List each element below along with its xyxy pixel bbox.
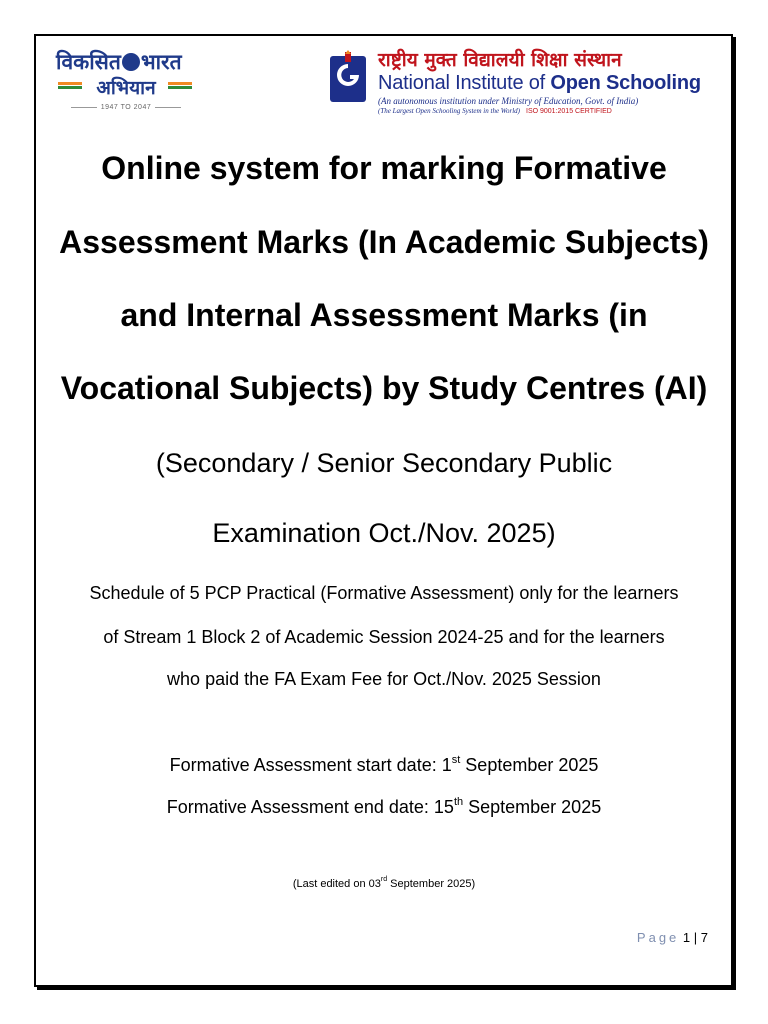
page-word: Page	[636, 930, 680, 945]
title-line-3: and Internal Assessment Marks (in	[120, 297, 648, 333]
last-edited-note: (Last edited on 03rd September 2025)	[292, 876, 476, 890]
viksit-bharat-logo	[56, 48, 196, 120]
fa-start-date: Formative Assessment start date: 1st September 2025	[169, 754, 599, 775]
page-number: Page 1 | 7	[636, 930, 708, 945]
subtitle-line-1: (Secondary / Senior Secondary Public	[155, 448, 613, 478]
iso-certification: ISO 9001:2015 CERTIFIED	[526, 108, 612, 115]
schedule-line-2: of Stream 1 Block 2 of Academic Session 2024-25 and for the learners	[103, 627, 665, 647]
nios-emblem-icon	[328, 50, 368, 106]
vba-logo-years: 1947 TO 2047	[56, 104, 196, 111]
ashoka-wheel-icon	[122, 53, 140, 71]
vba-logo-line2: अभियान	[96, 77, 156, 99]
subtitle-line-2: Examination Oct./Nov. 2025)	[212, 518, 556, 548]
nios-subtitle: (An autonomous institution under Ministry of Education, Govt. of India)	[378, 96, 639, 106]
tricolor-stripe-right	[168, 82, 192, 92]
nios-tagline: (The Largest Open Schooling System in the World) ISO 9001:2015 CERTIFIED	[378, 107, 612, 115]
fa-end-date: Formative Assessment end date: 15th September 2025	[166, 796, 602, 817]
nios-hindi-name: राष्ट्रीय मुक्त विद्यालयी शिक्षा संस्थान	[378, 49, 622, 71]
title-line-1: Online system for marking Formative	[101, 150, 667, 186]
vba-logo-line1: विकसित भारत	[56, 50, 182, 74]
schedule-line-3: who paid the FA Exam Fee for Oct./Nov. 2025 Session	[167, 669, 601, 689]
nios-logo	[326, 46, 716, 122]
nios-english-name: National Institute of Open Schooling	[378, 72, 701, 94]
title-line-2: Assessment Marks (In Academic Subjects)	[59, 224, 709, 260]
title-line-4: Vocational Subjects) by Study Centres (AI)	[60, 370, 708, 406]
schedule-line-1: Schedule of 5 PCP Practical (Formative Assessment) only for the learners	[89, 583, 679, 603]
